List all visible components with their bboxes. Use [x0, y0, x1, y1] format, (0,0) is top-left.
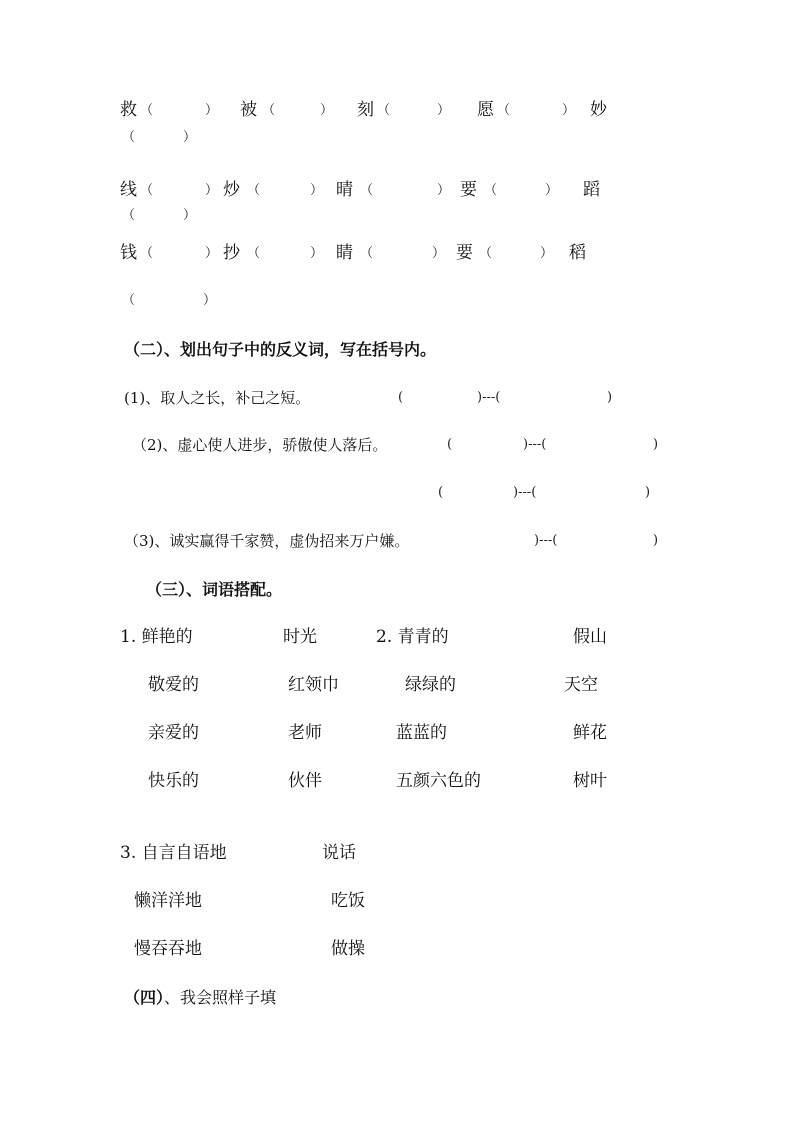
paren-open: （ — [122, 208, 136, 223]
paren-close: ） — [562, 103, 576, 118]
match-right: 伙伴 — [288, 771, 322, 791]
section-3-heading: （三）、词语搭配。 — [146, 580, 283, 599]
match-left: 2. 青青的 — [376, 627, 449, 647]
char: 救 — [120, 100, 137, 120]
paren-open: （ — [484, 183, 498, 198]
paren-open: （ — [140, 183, 154, 198]
section-4-heading-text: 、我会照样子填 — [164, 988, 277, 1007]
paren-close: ） — [203, 293, 217, 308]
char: 蹈 — [583, 180, 600, 200]
char: 要 — [456, 243, 473, 263]
paren-open: ( — [438, 485, 444, 500]
paren-close: ） — [183, 208, 197, 223]
match-left: 慢吞吞地 — [134, 939, 202, 959]
match-left: 1. 鲜艳的 — [120, 627, 193, 647]
paren-close: ） — [205, 246, 219, 261]
match-left: 敬爱的 — [148, 675, 199, 695]
paren-open: （ — [497, 103, 511, 118]
match-right: 吃饭 — [331, 891, 365, 911]
paren-close: ） — [310, 183, 324, 198]
match-right: 时光 — [283, 627, 317, 647]
char: 晴 — [336, 180, 353, 200]
answer-dash: )---( — [534, 533, 558, 548]
char: 被 — [240, 100, 257, 120]
match-right: 做操 — [331, 939, 365, 959]
paren-close: ） — [437, 183, 451, 198]
section-4-heading — [124, 990, 276, 1006]
match-left: 绿绿的 — [405, 675, 456, 695]
match-right: 天空 — [564, 675, 598, 695]
paren-open: （ — [479, 246, 493, 261]
paren-close: ） — [437, 103, 451, 118]
match-left: 快乐的 — [148, 771, 199, 791]
paren-close: ） — [540, 246, 554, 261]
paren-close: ） — [183, 130, 197, 145]
answer-dash: )---( — [513, 485, 537, 500]
paren-open: （ — [247, 183, 261, 198]
paren-close: ) — [653, 437, 659, 452]
paren-open: （ — [377, 103, 391, 118]
sentence-2: （2)、虚心使人进步，骄傲使人落后。 — [132, 436, 388, 454]
char: 要 — [460, 180, 477, 200]
sentence-1: (1)、取人之长，补己之短。 — [124, 389, 311, 407]
paren-close: ) — [653, 533, 659, 548]
answer-dash: )---( — [477, 390, 501, 405]
match-left: 蓝蓝的 — [396, 723, 447, 743]
char: 妙 — [590, 100, 607, 120]
char: 炒 — [223, 180, 240, 200]
char: 稻 — [569, 243, 586, 263]
char: 睛 — [336, 243, 353, 263]
section-4-heading-number: （四） — [124, 988, 165, 1007]
paren-close: ) — [645, 485, 651, 500]
paren-open: （ — [360, 246, 374, 261]
section-2-heading: （二）、划出句子中的反义词，写在括号内。 — [124, 340, 437, 359]
char: 抄 — [223, 243, 240, 263]
paren-open: （ — [122, 293, 136, 308]
paren-close: ） — [545, 183, 559, 198]
match-right: 假山 — [573, 627, 607, 647]
paren-open: ( — [398, 390, 404, 405]
match-right: 红领巾 — [288, 675, 339, 695]
char: 刻 — [357, 100, 374, 120]
paren-open: ( — [447, 437, 453, 452]
paren-open: （ — [122, 130, 136, 145]
paren-close: ） — [432, 246, 446, 261]
match-left: 3. 自言自语地 — [120, 843, 227, 863]
char: 钱 — [120, 243, 137, 263]
paren-close: ) — [607, 390, 613, 405]
sentence-3: （3)、诚实赢得千家赞，虚伪招来万户嫌。 — [124, 532, 410, 550]
paren-close: ） — [205, 183, 219, 198]
paren-close: ） — [320, 103, 334, 118]
match-left: 五颜六色的 — [396, 771, 481, 791]
paren-open: （ — [140, 246, 154, 261]
paren-open: （ — [247, 246, 261, 261]
paren-open: （ — [360, 183, 374, 198]
paren-close: ） — [205, 103, 219, 118]
paren-close: ） — [310, 246, 324, 261]
match-right: 老师 — [288, 723, 322, 743]
match-right: 树叶 — [573, 771, 607, 791]
paren-open: （ — [140, 103, 154, 118]
match-right: 说话 — [322, 843, 356, 863]
char: 愿 — [477, 100, 494, 120]
char: 线 — [120, 180, 137, 200]
paren-open: （ — [262, 103, 276, 118]
match-right: 鲜花 — [573, 723, 607, 743]
match-left: 懒洋洋地 — [134, 891, 202, 911]
answer-dash: )---( — [523, 437, 547, 452]
match-left: 亲爱的 — [148, 723, 199, 743]
